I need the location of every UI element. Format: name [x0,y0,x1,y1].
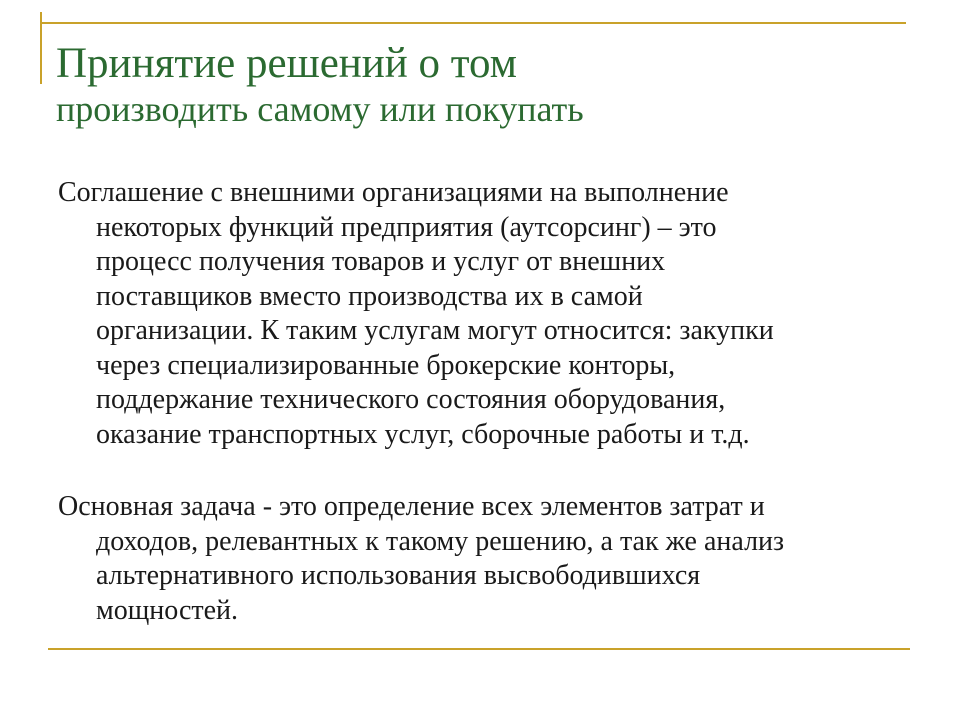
paragraph-outsourcing: Соглашение с внешними организациями на выполнение некоторых функций предприятия (аутсорсинг) – это процесс получения товаров и услуг от внешних поставщиков вместо производства их в самой организации. К таким услугам могут относится: закупки через специализированные брокерские конторы, поддержание технического состояния оборудования, оказание транспортных услуг, сборочные работы и т.д. [58,177,774,450]
frame-bottom-line [48,648,910,650]
slide-title-line-1: Принятие решений о том [56,40,517,87]
slide-title [56,40,916,130]
slide-body [58,176,918,628]
paragraph-main-task: Основная задача - это определение всех элементов затрат и доходов, релевантных к такому решению, а так же анализ альтернативного использования высвободившихся мощностей. [58,491,785,626]
frame-top-line [40,22,906,24]
slide-title-line-2: производить самому или покупать [56,89,584,129]
